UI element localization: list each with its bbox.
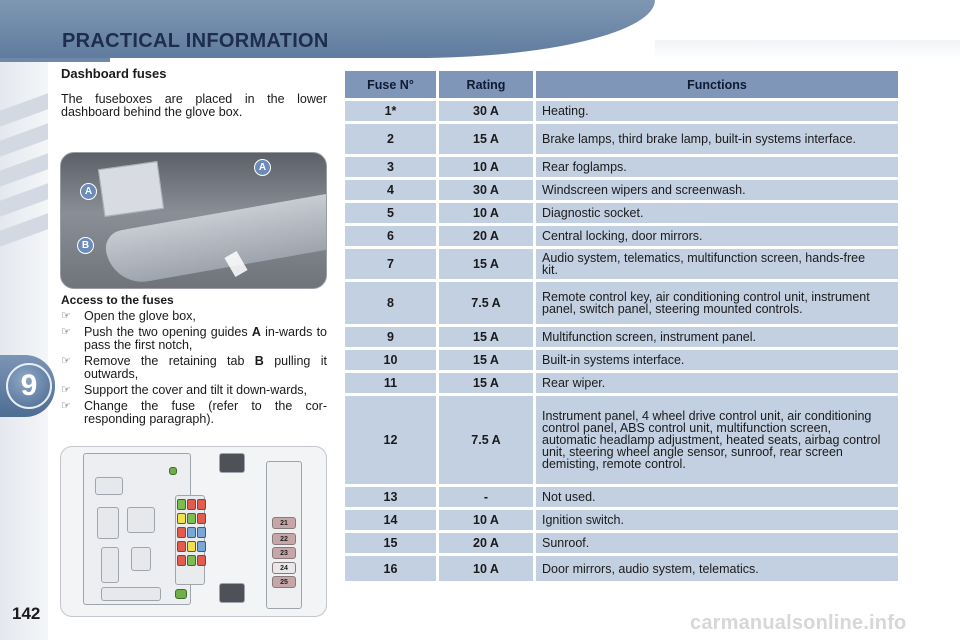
cell-fuse-number: 16 [345, 556, 439, 581]
list-item: ☞ Remove the retaining tab B pulling it outwards, [61, 354, 327, 381]
cell-rating: 15 A [439, 327, 536, 347]
table-row [345, 282, 901, 324]
cell-rating: 15 A [439, 249, 536, 279]
watermark: carmanualsonline.info [690, 612, 907, 634]
table-row [345, 226, 901, 246]
cell-fuse-number: 10 [345, 350, 439, 370]
cell-fuse-number: 12 [345, 396, 439, 484]
table-row [345, 249, 901, 279]
list-item: ☞ Open the glove box, [61, 309, 196, 323]
badge-a: A [254, 159, 271, 176]
glovebox-illustration [60, 152, 327, 289]
cell-function: Rear foglamps. [536, 157, 901, 177]
cell-function: Heating. [536, 101, 901, 121]
cell-rating: 10 A [439, 510, 536, 530]
cell-fuse-number: 6 [345, 226, 439, 246]
cell-rating: - [439, 487, 536, 507]
cell-rating: 15 A [439, 124, 536, 154]
chapter-number: 9 [6, 363, 52, 409]
cell-fuse-number: 2 [345, 124, 439, 154]
fuse-label: 22 [272, 533, 296, 545]
cell-fuse-number: 7 [345, 249, 439, 279]
page-number: 142 [12, 604, 41, 623]
cell-rating: 20 A [439, 226, 536, 246]
table-row [345, 487, 901, 507]
fuse-table [345, 68, 901, 584]
hand-icon: ☞ [61, 310, 71, 322]
list-item: ☞ Change the fuse (refer to the cor-responding paragraph). [61, 399, 327, 426]
access-steps [61, 310, 327, 429]
cell-fuse-number: 8 [345, 282, 439, 324]
cell-function: Multifunction screen, instrument panel. [536, 327, 901, 347]
badge-a: A [80, 183, 97, 200]
list-item: ☞ Support the cover and tilt it down-wards, [61, 383, 308, 397]
cell-function: Instrument panel, 4 wheel drive control unit, air conditioning control panel, ABS control unit, multifunction screen, automatic headlamp adjustment, heated seats, airbag control unit, steering wheel angle sensor, sunroof, rear screen demisting, remote control. [536, 396, 901, 484]
cell-rating: 7.5 A [439, 282, 536, 324]
cell-rating: 10 A [439, 556, 536, 581]
fusebox-cover-image [98, 161, 164, 217]
page-title: PRACTICAL INFORMATION [62, 30, 329, 52]
fuse-label: 23 [272, 547, 296, 559]
cell-fuse-number: 15 [345, 533, 439, 553]
cell-function: Built-in systems interface. [536, 350, 901, 370]
column-header-functions: Functions [536, 71, 901, 98]
cell-rating: 30 A [439, 101, 536, 121]
table-row [345, 556, 901, 581]
cell-rating: 20 A [439, 533, 536, 553]
cell-function: Windscreen wipers and screenwash. [536, 180, 901, 200]
cell-fuse-number: 11 [345, 373, 439, 393]
cell-fuse-number: 9 [345, 327, 439, 347]
table-row [345, 350, 901, 370]
table-row [345, 396, 901, 484]
hand-icon: ☞ [61, 384, 71, 396]
cell-fuse-number: 5 [345, 203, 439, 223]
table-row [345, 124, 901, 154]
page-header [0, 0, 960, 62]
table-row [345, 203, 901, 223]
cell-rating: 10 A [439, 203, 536, 223]
table-row [345, 101, 901, 121]
cell-fuse-number: 14 [345, 510, 439, 530]
access-title: Access to the fuses [61, 293, 174, 307]
badge-b: B [77, 237, 94, 254]
table-row [345, 157, 901, 177]
column-header-fuse: Fuse N° [345, 71, 439, 98]
table-header-row [345, 71, 901, 98]
fuse-label: 21 [272, 517, 296, 529]
cell-rating: 15 A [439, 373, 536, 393]
list-item: ☞ Push the two opening guides A in-wards to pass the first notch, [61, 325, 327, 352]
cell-rating: 7.5 A [439, 396, 536, 484]
table-row [345, 180, 901, 200]
cell-function: Diagnostic socket. [536, 203, 901, 223]
cell-function: Sunroof. [536, 533, 901, 553]
sidebar-decoration [0, 62, 48, 640]
cell-function: Ignition switch. [536, 510, 901, 530]
cell-rating: 10 A [439, 157, 536, 177]
cell-function: Remote control key, air conditioning control unit, instrument panel, switch panel, steering mounted controls. [536, 282, 901, 324]
fuse-table-body [345, 101, 901, 581]
fuse-label: 25 [272, 576, 296, 588]
cell-rating: 30 A [439, 180, 536, 200]
cell-function: Door mirrors, audio system, telematics. [536, 556, 901, 581]
table-row [345, 533, 901, 553]
column-header-rating: Rating [439, 71, 536, 98]
cell-function: Brake lamps, third brake lamp, built-in systems interface. [536, 124, 901, 154]
cell-function: Central locking, door mirrors. [536, 226, 901, 246]
cell-rating: 15 A [439, 350, 536, 370]
cell-function: Not used. [536, 487, 901, 507]
hand-icon: ☞ [61, 355, 71, 367]
intro-text: The fuseboxes are placed in the lower dashboard behind the glove box. [61, 92, 327, 119]
cell-function: Audio system, telematics, multifunction screen, hands-free kit. [536, 249, 901, 279]
table-row [345, 510, 901, 530]
table-row [345, 373, 901, 393]
hand-icon: ☞ [61, 400, 71, 412]
fusebox-diagram [60, 446, 327, 617]
cell-fuse-number: 3 [345, 157, 439, 177]
section-title: Dashboard fuses [61, 66, 167, 81]
cell-fuse-number: 4 [345, 180, 439, 200]
fuse-label: 24 [272, 562, 296, 574]
cell-function: Rear wiper. [536, 373, 901, 393]
cell-fuse-number: 13 [345, 487, 439, 507]
cell-fuse-number: 1* [345, 101, 439, 121]
hand-icon: ☞ [61, 326, 71, 338]
table-row [345, 327, 901, 347]
